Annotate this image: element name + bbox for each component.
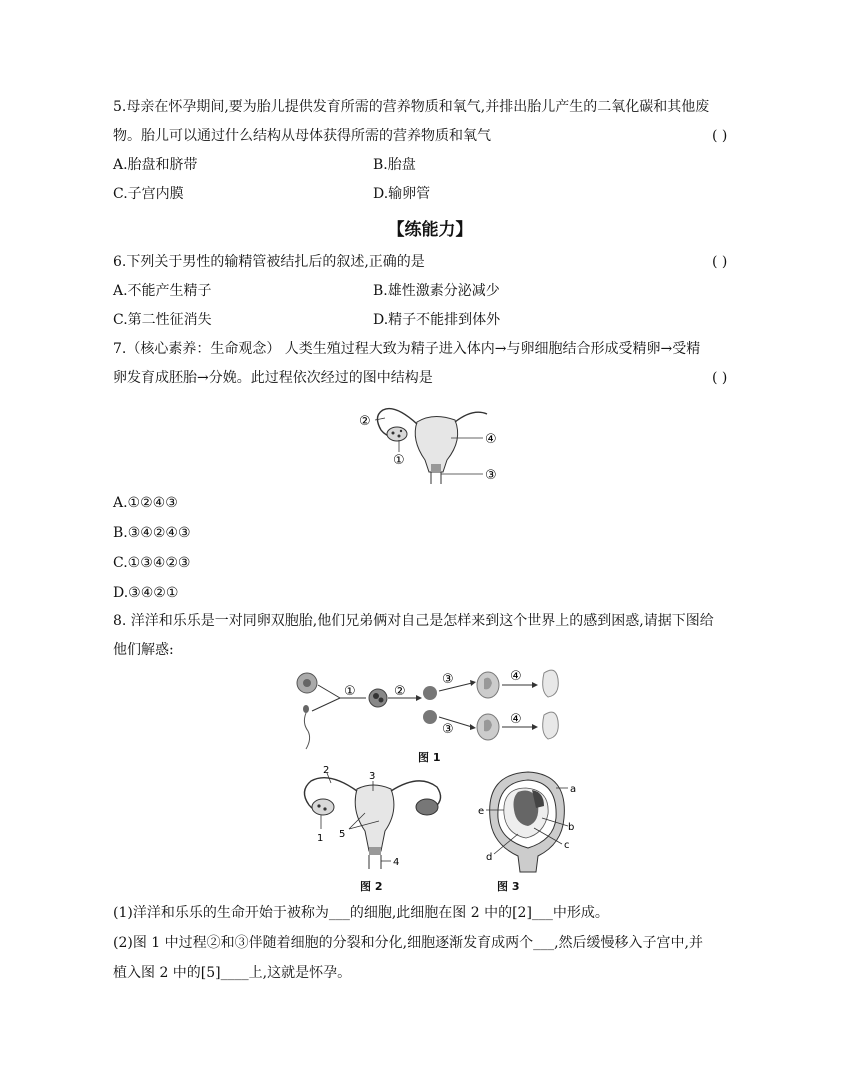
q6-option-a: A.不能产生精子 — [113, 283, 212, 299]
fig1-label-1: ① — [344, 684, 356, 699]
q7-fig-label-1: ① — [393, 453, 405, 468]
q6-option-d: D.精子不能排到体外 — [373, 312, 501, 328]
q6-option-b: B.雄性激素分泌减少 — [373, 283, 500, 299]
q8-line2: 他们解惑: — [113, 642, 174, 658]
q8-sub1: (1)洋洋和乐乐的生命开始于被称为___的细胞,此细胞在图 2 中的[2]___中形成。 — [113, 905, 609, 921]
fig3-label-b: b — [568, 822, 575, 833]
q7-fig-label-4: ④ — [485, 432, 497, 447]
q8-sub2-line1: (2)图 1 中过程②和③伴随着细胞的分裂和分化,细胞逐渐发育成两个___,然后缓慢移入子宫中,并 — [113, 935, 703, 951]
q7-answer-paren: ( ) — [712, 370, 728, 386]
q5-option-a: A.胎盘和脐带 — [113, 157, 198, 173]
fig2-caption: 图 2 — [360, 880, 383, 893]
q7-option-c: C.①③④②③ — [113, 555, 191, 571]
q8-figure-2 — [295, 765, 450, 870]
q5-option-c: C.子宫内膜 — [113, 186, 184, 202]
fig2-label-2: 2 — [323, 765, 330, 776]
q8-figure-3 — [478, 768, 578, 874]
fig2-label-1: 1 — [317, 833, 324, 844]
q7-reproductive-system-figure — [355, 400, 505, 485]
q6-option-c: C.第二性征消失 — [113, 312, 212, 328]
q7-option-d: D.③④②① — [113, 585, 179, 601]
fig1-label-4b: ④ — [510, 712, 522, 727]
fig1-label-3b: ③ — [442, 722, 454, 737]
q5-answer-paren: ( ) — [712, 128, 728, 144]
fig2-label-3: 3 — [369, 771, 376, 782]
q7-fig-label-3: ③ — [485, 468, 497, 483]
fig3-caption: 图 3 — [497, 880, 520, 893]
q7-line1: 7.（核心素养：生命观念） 人类生殖过程大致为精子进入体内→与卵细胞结合形成受精卵→受精 — [113, 341, 701, 357]
fig3-label-c: c — [564, 840, 570, 851]
fig2-label-5: 5 — [339, 829, 346, 840]
q7-line2: 卵发育成胚胎→分娩。此过程依次经过的图中结构是 — [113, 370, 433, 386]
fig1-caption: 图 1 — [418, 751, 441, 764]
fig1-label-3a: ③ — [442, 672, 454, 687]
q8-figure-1 — [292, 665, 572, 755]
section-title: 【练能力】 — [387, 220, 473, 240]
q8-line1: 8. 洋洋和乐乐是一对同卵双胞胎,他们兄弟俩对自己是怎样来到这个世界上的感到困惑,请据下图给 — [113, 613, 714, 629]
q5-option-d: D.输卵管 — [373, 186, 431, 202]
fig3-label-e: e — [478, 806, 485, 817]
q8-sub2-line2: 植入图 2 中的[5]____上,这就是怀孕。 — [113, 965, 352, 981]
fig3-label-a: a — [570, 784, 577, 795]
q6-answer-paren: ( ) — [712, 254, 728, 270]
q5-line1: 5.母亲在怀孕期间,要为胎儿提供发育所需的营养物质和氧气,并排出胎儿产生的二氧化碳和其他废 — [113, 99, 710, 115]
fig1-label-2: ② — [394, 684, 406, 699]
q7-fig-label-2: ② — [359, 414, 371, 429]
q7-option-a: A.①②④③ — [113, 495, 178, 511]
fig3-label-d: d — [486, 852, 493, 863]
fig2-label-4: 4 — [393, 857, 400, 868]
q5-line2: 物。胎儿可以通过什么结构从母体获得所需的营养物质和氧气 — [113, 128, 491, 144]
fig1-label-4a: ④ — [510, 669, 522, 684]
q6-line1: 6.下列关于男性的输精管被结扎后的叙述,正确的是 — [113, 254, 425, 270]
q5-option-b: B.胎盘 — [373, 157, 416, 173]
q7-option-b: B.③④②④③ — [113, 525, 191, 541]
